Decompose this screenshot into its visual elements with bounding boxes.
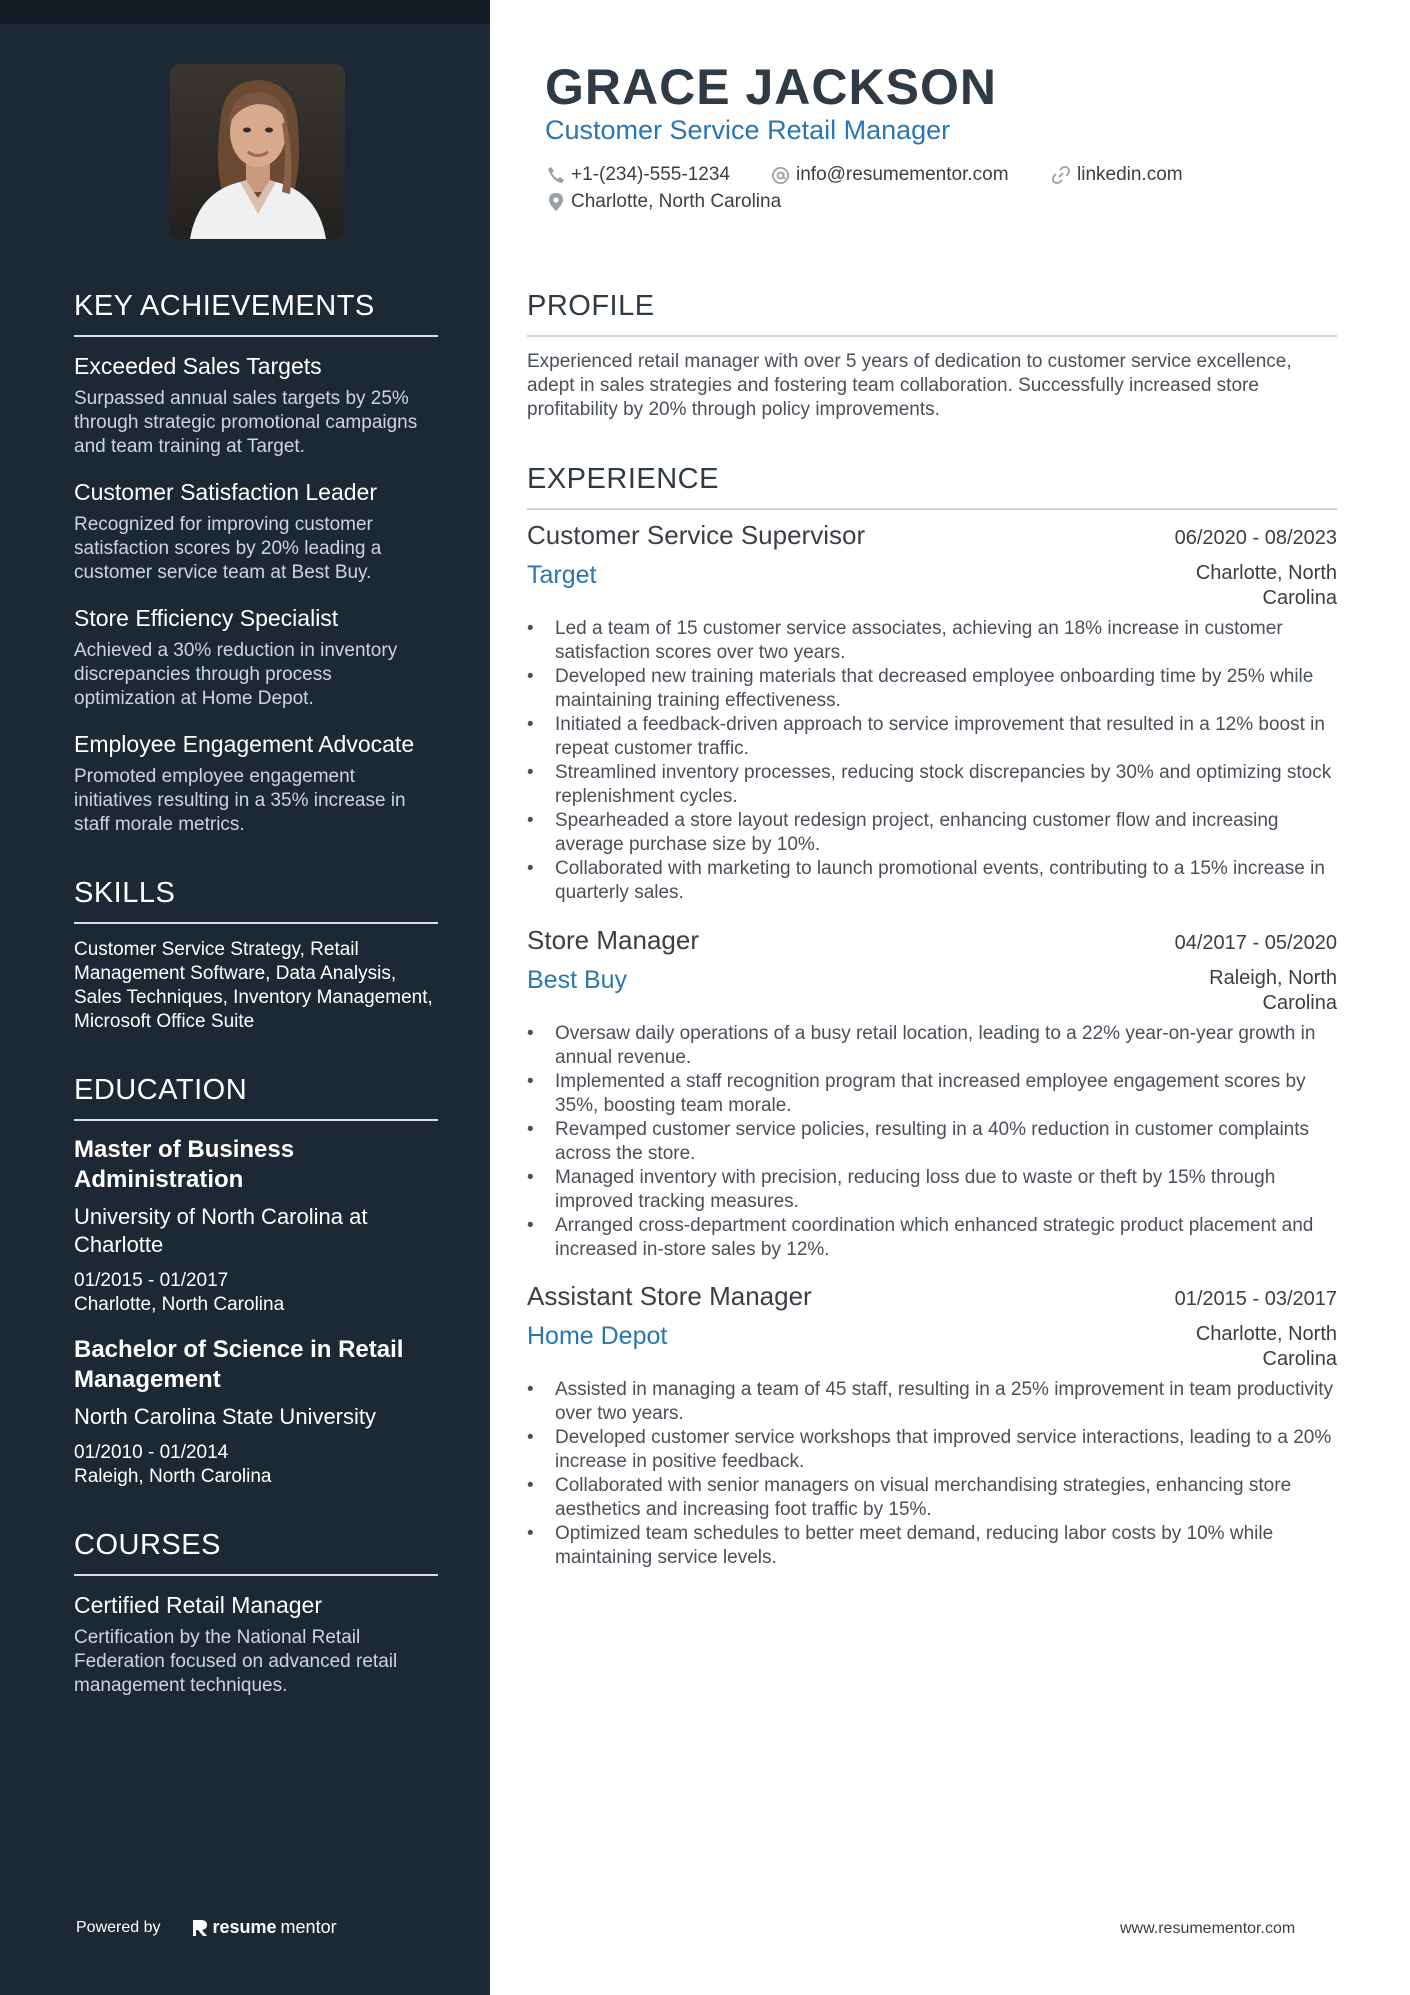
job-title: Store Manager (527, 925, 699, 955)
education-degree: Master of Business Administration (74, 1136, 295, 1193)
courses-section (74, 1529, 438, 1698)
education-school: University of North Carolina at Charlotte (74, 1204, 368, 1257)
education-school: North Carolina State University (74, 1404, 377, 1429)
location-text: Charlotte, North Carolina (571, 191, 782, 212)
phone-text: +1-(234)-555-1234 (571, 164, 730, 185)
achievement-title: Store Efficiency Specialist (74, 605, 339, 631)
link-icon (1051, 165, 1071, 185)
job-dates: 01/2015 - 03/2017 (1174, 1288, 1337, 1310)
job-bullet: • Streamlined inventory processes, reducing stock discrepancies by 30% and optimizing stock replenishment cycles. (527, 761, 1337, 809)
footer-url[interactable]: www.resumementor.com (1120, 1920, 1296, 1937)
contact-email[interactable] (771, 164, 1009, 186)
candidate-title: Customer Service Retail Manager (545, 115, 951, 145)
education-degree: Bachelor of Science in Retail Management (74, 1336, 404, 1393)
job-dates: 06/2020 - 08/2023 (1174, 527, 1337, 549)
powered-by (76, 1917, 337, 1938)
job-location: Charlotte, North Carolina (1195, 562, 1337, 609)
job-bullet: • Developed customer service workshops that improved service interactions, leading to a 20% increase in positive feedback. (527, 1426, 1337, 1474)
job-title: Assistant Store Manager (527, 1281, 812, 1311)
job-company: Home Depot (527, 1322, 668, 1350)
achievement-title: Customer Satisfaction Leader (74, 479, 377, 505)
profile-photo (170, 64, 345, 239)
job-bullets (527, 617, 1337, 905)
profile-text: Experienced retail manager with over 5 years of dedication to customer service excellence, adept in sales strategies and fostering team collaboration. Successfully increased store profitability by 20% through policy improvements. (527, 351, 1292, 420)
profile-heading: PROFILE (527, 290, 1337, 337)
course-desc: Certification by the National Retail Federation focused on advanced retail management techniques. (74, 1627, 398, 1696)
job-entry (527, 1281, 1337, 1570)
achievement-title: Employee Engagement Advocate (74, 731, 415, 757)
job-bullet: • Managed inventory with precision, reducing loss due to waste or theft by 15% through improved tracking measures. (527, 1166, 1337, 1214)
job-bullet: • Optimized team schedules to better meet demand, reducing labor costs by 10% while maintaining service levels. (527, 1522, 1337, 1570)
job-bullet: • Arranged cross-department coordination which enhanced strategic product placement and increased in-store sales by 12%. (527, 1214, 1337, 1262)
email-text: info@resumementor.com (796, 164, 1009, 185)
achievement-desc: Recognized for improving customer satisfaction scores by 20% leading a customer service team at Best Buy. (74, 514, 382, 583)
education-heading: EDUCATION (74, 1074, 438, 1121)
education-dates: 01/2010 - 01/2014 (74, 1442, 229, 1463)
job-location: Charlotte, North Carolina (1195, 1323, 1337, 1370)
education-meta (74, 1269, 438, 1317)
skills-section (74, 877, 438, 1034)
achievement-title: Exceeded Sales Targets (74, 353, 322, 379)
education-dates: 01/2015 - 01/2017 (74, 1270, 229, 1291)
sidebar (0, 0, 490, 1995)
brand-word-b: mentor (280, 1917, 337, 1937)
job-bullet: • Oversaw daily operations of a busy retail location, leading to a 22% year-on-year growth in annual revenue. (527, 1022, 1337, 1070)
brand-r-icon (191, 1918, 209, 1938)
linkedin-text: linkedin.com (1077, 164, 1183, 185)
achievement-desc: Achieved a 30% reduction in inventory discrepancies through process optimization at Home Depot. (74, 640, 398, 709)
achievements-heading: KEY ACHIEVEMENTS (74, 290, 438, 337)
skills-heading: SKILLS (74, 877, 438, 924)
job-title: Customer Service Supervisor (527, 520, 866, 550)
skills-text: Customer Service Strategy, Retail Management Software, Data Analysis, Sales Techniques, Inventory Management, Microsoft Office Suite (74, 939, 433, 1032)
sidebar-top-band (0, 0, 490, 24)
experience-heading: EXPERIENCE (527, 463, 1337, 510)
contact-linkedin[interactable] (1051, 164, 1183, 186)
job-bullets (527, 1378, 1337, 1570)
map-pin-icon (547, 192, 565, 212)
brand-logo[interactable] (191, 1917, 337, 1938)
contact-location (547, 191, 781, 213)
achievements-section (74, 290, 438, 837)
education-meta (74, 1441, 438, 1489)
job-entry (527, 925, 1337, 1262)
powered-by-label: Powered by (76, 1918, 161, 1936)
job-bullet: • Collaborated with marketing to launch promotional events, contributing to a 15% increase in quarterly sales. (527, 857, 1337, 905)
job-bullet: • Collaborated with senior managers on visual merchandising strategies, enhancing store aesthetics and increasing foot traffic by 15%. (527, 1474, 1337, 1522)
job-bullet: • Initiated a feedback-driven approach to service improvement that resulted in a 12% boost in repeat customer traffic. (527, 713, 1337, 761)
education-location: Charlotte, North Carolina (74, 1294, 285, 1315)
brand-word-a: resume (212, 1917, 277, 1937)
phone-icon (547, 166, 565, 184)
courses-heading: COURSES (74, 1529, 438, 1576)
education-location: Raleigh, North Carolina (74, 1466, 272, 1487)
education-section (74, 1074, 438, 1489)
job-dates: 04/2017 - 05/2020 (1174, 932, 1337, 954)
course-title: Certified Retail Manager (74, 1592, 323, 1618)
at-icon (771, 166, 790, 185)
job-bullet: • Revamped customer service policies, resulting in a 40% reduction in customer complaints across the store. (527, 1118, 1337, 1166)
job-bullet: • Spearheaded a store layout redesign project, enhancing customer flow and increasing average purchase size by 10%. (527, 809, 1337, 857)
job-company: Target (527, 561, 597, 589)
job-entry (527, 520, 1337, 905)
job-bullet: • Implemented a staff recognition program that increased employee engagement scores by 35%, boosting team morale. (527, 1070, 1337, 1118)
job-location: Raleigh, North Carolina (1209, 967, 1337, 1014)
job-bullet: • Assisted in managing a team of 45 staff, resulting in a 25% improvement in team productivity over two years. (527, 1378, 1337, 1426)
contact-phone[interactable] (547, 164, 730, 186)
candidate-name: GRACE JACKSON (545, 59, 997, 115)
job-bullet: • Developed new training materials that decreased employee onboarding time by 25% while maintaining training effectiveness. (527, 665, 1337, 713)
achievement-desc: Surpassed annual sales targets by 25% through strategic promotional campaigns and team training at Target. (74, 388, 418, 457)
job-bullet: • Led a team of 15 customer service associates, achieving an 18% increase in customer satisfaction scores over two years. (527, 617, 1337, 665)
achievement-desc: Promoted employee engagement initiatives resulting in a 35% increase in staff morale metrics. (74, 766, 406, 835)
job-company: Best Buy (527, 966, 628, 994)
job-bullets (527, 1022, 1337, 1262)
